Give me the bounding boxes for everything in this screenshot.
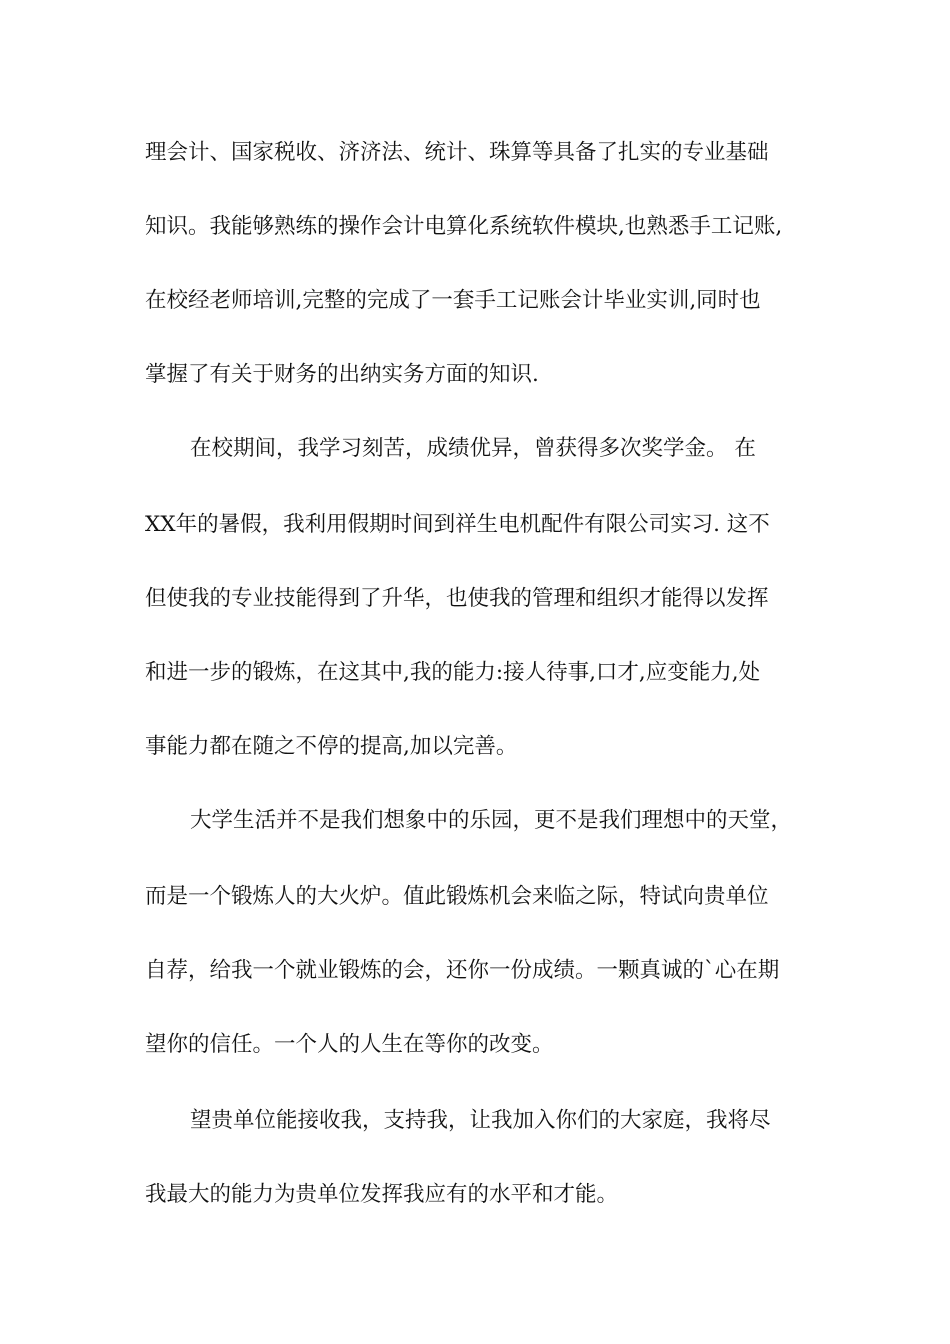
text-line: 知识。我能够熟练的操作会计电算化系统软件模块,也熟悉手工记账, (145, 214, 783, 239)
text-line: 望你的信任。一个人的人生在等你的改变。 (145, 1032, 554, 1057)
text-line: 掌握了有关于财务的出纳实务方面的知识. (145, 362, 539, 387)
text-line: XX年的暑假，我利用假期时间到祥生电机配件有限公司实习. 这不 (145, 512, 770, 537)
text-line: 但使我的专业技能得到了升华，也使我的管理和组织才能得以发挥 (145, 586, 769, 611)
text-line: 理会计、国家税收、济济法、统计、珠算等具备了扎实的专业基础 (145, 140, 769, 165)
text-line: 在校经老师培训,完整的完成了一套手工记账会计毕业实训,同时也 (145, 288, 761, 313)
text-line: 望贵单位能接收我，支持我，让我加入你们的大家庭，我将尽 (190, 1108, 771, 1133)
text-line: 我最大的能力为贵单位发挥我应有的水平和才能。 (145, 1182, 619, 1207)
text-line: 大学生活并不是我们想象中的乐园，更不是我们理想中的天堂， (190, 808, 793, 833)
text-line: 而是一个锻炼人的大火炉。值此锻炼机会来临之际，特试向贵单位 (145, 884, 769, 909)
text-line: 自荐，给我一个就业锻炼的会，还你一份成绩。一颗真诚的`心在期 (145, 958, 780, 983)
text-line: 和进一步的锻炼，在这其中,我的能力:接人待事,口才,应变能力,处 (145, 660, 761, 685)
text-line: 在校期间，我学习刻苦，成绩优异，曾获得多次奖学金。 在 (190, 436, 756, 461)
text-line: 事能力都在随之不停的提高,加以完善。 (145, 734, 518, 759)
